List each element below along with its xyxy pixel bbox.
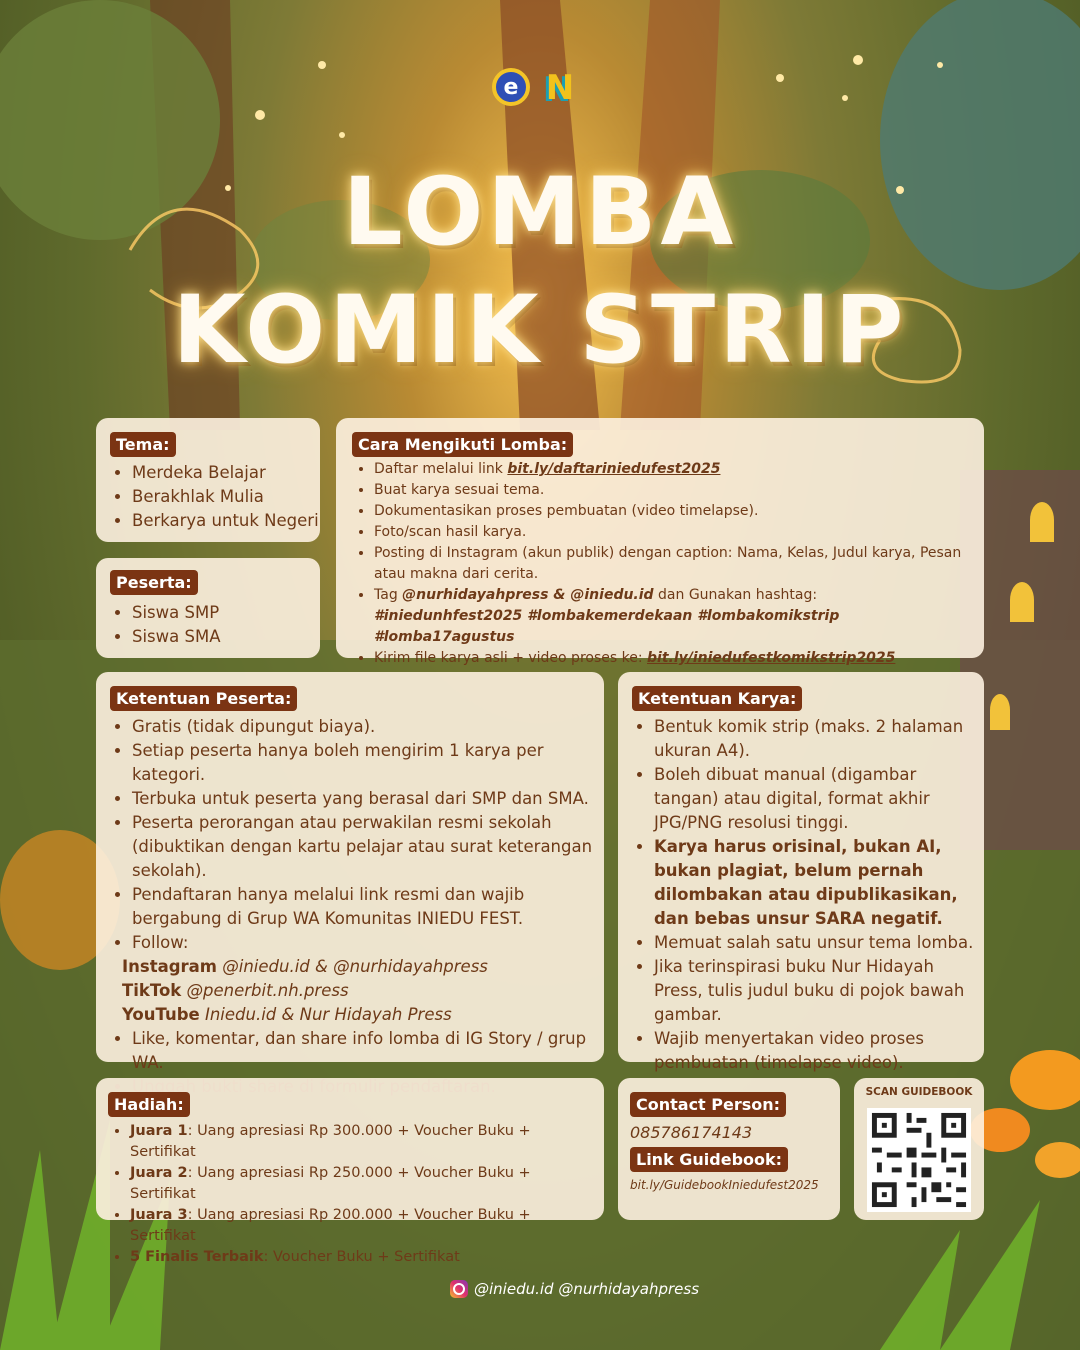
- list-item: • Boleh dibuat manual (digambar tangan) atau digital, format akhir JPG/PNG resolusi tinggi.: [654, 763, 974, 835]
- nur-hidayah-logo: N: [545, 68, 575, 108]
- contact-heading: Contact Person:: [630, 1092, 786, 1117]
- list-item: • Juara 3: Uang apresiasi Rp 200.000 + Voucher Buku + Sertifikat: [130, 1205, 596, 1247]
- hadiah-heading: Hadiah:: [108, 1092, 190, 1117]
- list-item: • 5 Finalis Terbaik: Voucher Buku + Sertifikat: [130, 1247, 596, 1268]
- list-item: • Tag @nurhidayahpress & @iniedu.id dan Gunakan hashtag: #iniedunhfest2025 #lombakemerdekaan #lombakomikstrip #lomba17agustus: [374, 585, 966, 648]
- list-item: • Juara 1: Uang apresiasi Rp 300.000 + Voucher Buku + Sertifikat: [130, 1121, 596, 1163]
- tema-heading: Tema:: [110, 432, 176, 457]
- list-item: • Karya harus orisinal, bukan AI, bukan plagiat, belum pernah dilombakan atau dipublikasikan, dan bebas unsur SARA negatif.: [654, 835, 974, 931]
- list-item: • Peserta perorangan atau perwakilan resmi sekolah (dibuktikan dengan kartu pelajar atau surat keterangan sekolah).: [132, 811, 594, 883]
- list-item: • Gratis (tidak dipungut biaya).: [132, 715, 594, 739]
- peserta-card: [96, 558, 320, 658]
- footer-handles[interactable]: @iniedu.id @nurhidayahpress: [474, 1280, 700, 1298]
- list-item: • Siswa SMP: [132, 601, 320, 625]
- guidebook-heading: Link Guidebook:: [630, 1147, 788, 1172]
- list-item: • Posting di Instagram (akun publik) dengan caption: Nama, Kelas, Judul karya, Pesan atau makna dari cerita.: [374, 543, 966, 585]
- list-item: • Berkarya untuk Negeri: [132, 509, 320, 533]
- daftar-link[interactable]: bit.ly/daftariniedufest2025: [507, 461, 721, 477]
- youtube-follow: YouTube Iniedu.id & Nur Hidayah Press: [122, 1005, 452, 1024]
- tema-list: [110, 461, 320, 533]
- list-item: • Buat karya sesuai tema.: [374, 480, 966, 501]
- list-item: • Merdeka Belajar: [132, 461, 320, 485]
- title-line-2: KOMIK STRIP: [172, 276, 908, 385]
- contact-card: [618, 1078, 840, 1220]
- list-item: • Terbuka untuk peserta yang berasal dari SMP dan SMA.: [132, 787, 594, 811]
- list-item: • Dokumentasikan proses pembuatan (video timelapse).: [374, 501, 966, 522]
- instagram-icon: [450, 1280, 468, 1298]
- list-item: • Wajib menyertakan video proses pembuatan (timelapse video).: [654, 1027, 974, 1075]
- contact-phone[interactable]: 085786174143: [630, 1123, 753, 1142]
- ketentuan-peserta-list: [110, 715, 594, 955]
- list-item: • Follow:: [132, 931, 594, 955]
- footer: [450, 1280, 699, 1298]
- guidebook-link[interactable]: bit.ly/GuidebookIniedufest2025: [630, 1178, 819, 1192]
- qr-card: [854, 1078, 984, 1220]
- scan-label: SCAN GUIDEBOOK: [865, 1086, 973, 1098]
- kirim-link[interactable]: bit.ly/iniedufestkomikstrip2025: [647, 650, 896, 666]
- title-line-1: LOMBA: [342, 158, 738, 267]
- logos: [492, 68, 580, 108]
- list-item: • Pendaftaran hanya melalui link resmi dan wajib bergabung di Grup WA Komunitas INIEDU FEST.: [132, 883, 594, 931]
- list-item: • Daftar melalui link bit.ly/daftariniedufest2025: [374, 459, 966, 480]
- ketentuan-karya-heading: Ketentuan Karya:: [632, 686, 802, 711]
- list-item: • Jika terinspirasi buku Nur Hidayah Press, tulis judul buku di pojok bawah gambar.: [654, 955, 974, 1027]
- iniedu-logo: e: [492, 68, 530, 106]
- peserta-heading: Peserta:: [110, 570, 198, 595]
- cara-heading: Cara Mengikuti Lomba:: [352, 432, 573, 457]
- tiktok-follow: TikTok @penerbit.nh.press: [122, 981, 349, 1000]
- ketentuan-peserta-heading: Ketentuan Peserta:: [110, 686, 297, 711]
- tema-card: [96, 418, 320, 542]
- list-item: • Setiap peserta hanya boleh mengirim 1 karya per kategori.: [132, 739, 594, 787]
- qr-code-icon[interactable]: [867, 1108, 971, 1212]
- peserta-list: [110, 601, 320, 649]
- list-item: • Berakhlak Mulia: [132, 485, 320, 509]
- list-item: • Siswa SMA: [132, 625, 320, 649]
- hadiah-list: [108, 1121, 596, 1268]
- list-item: • Foto/scan hasil karya.: [374, 522, 966, 543]
- ketentuan-peserta-card: [96, 672, 604, 1072]
- cara-list: [352, 459, 966, 669]
- cara-card: [336, 418, 984, 666]
- list-item: • Juara 2: Uang apresiasi Rp 250.000 + Voucher Buku + Sertifikat: [130, 1163, 596, 1205]
- list-item: • Bentuk komik strip (maks. 2 halaman ukuran A4).: [654, 715, 974, 763]
- list-item: • Kirim file karya asli + video proses ke: bit.ly/iniedufestkomikstrip2025: [374, 648, 966, 669]
- list-item: • Memuat salah satu unsur tema lomba.: [654, 931, 974, 955]
- ketentuan-karya-list: [632, 715, 974, 1075]
- instagram-follow: Instagram @iniedu.id & @nurhidayahpress: [122, 957, 488, 976]
- ketentuan-karya-card: [618, 672, 984, 1072]
- list-item: • Like, komentar, dan share info lomba di IG Story / grup WA.: [132, 1027, 594, 1075]
- hadiah-card: [96, 1078, 604, 1265]
